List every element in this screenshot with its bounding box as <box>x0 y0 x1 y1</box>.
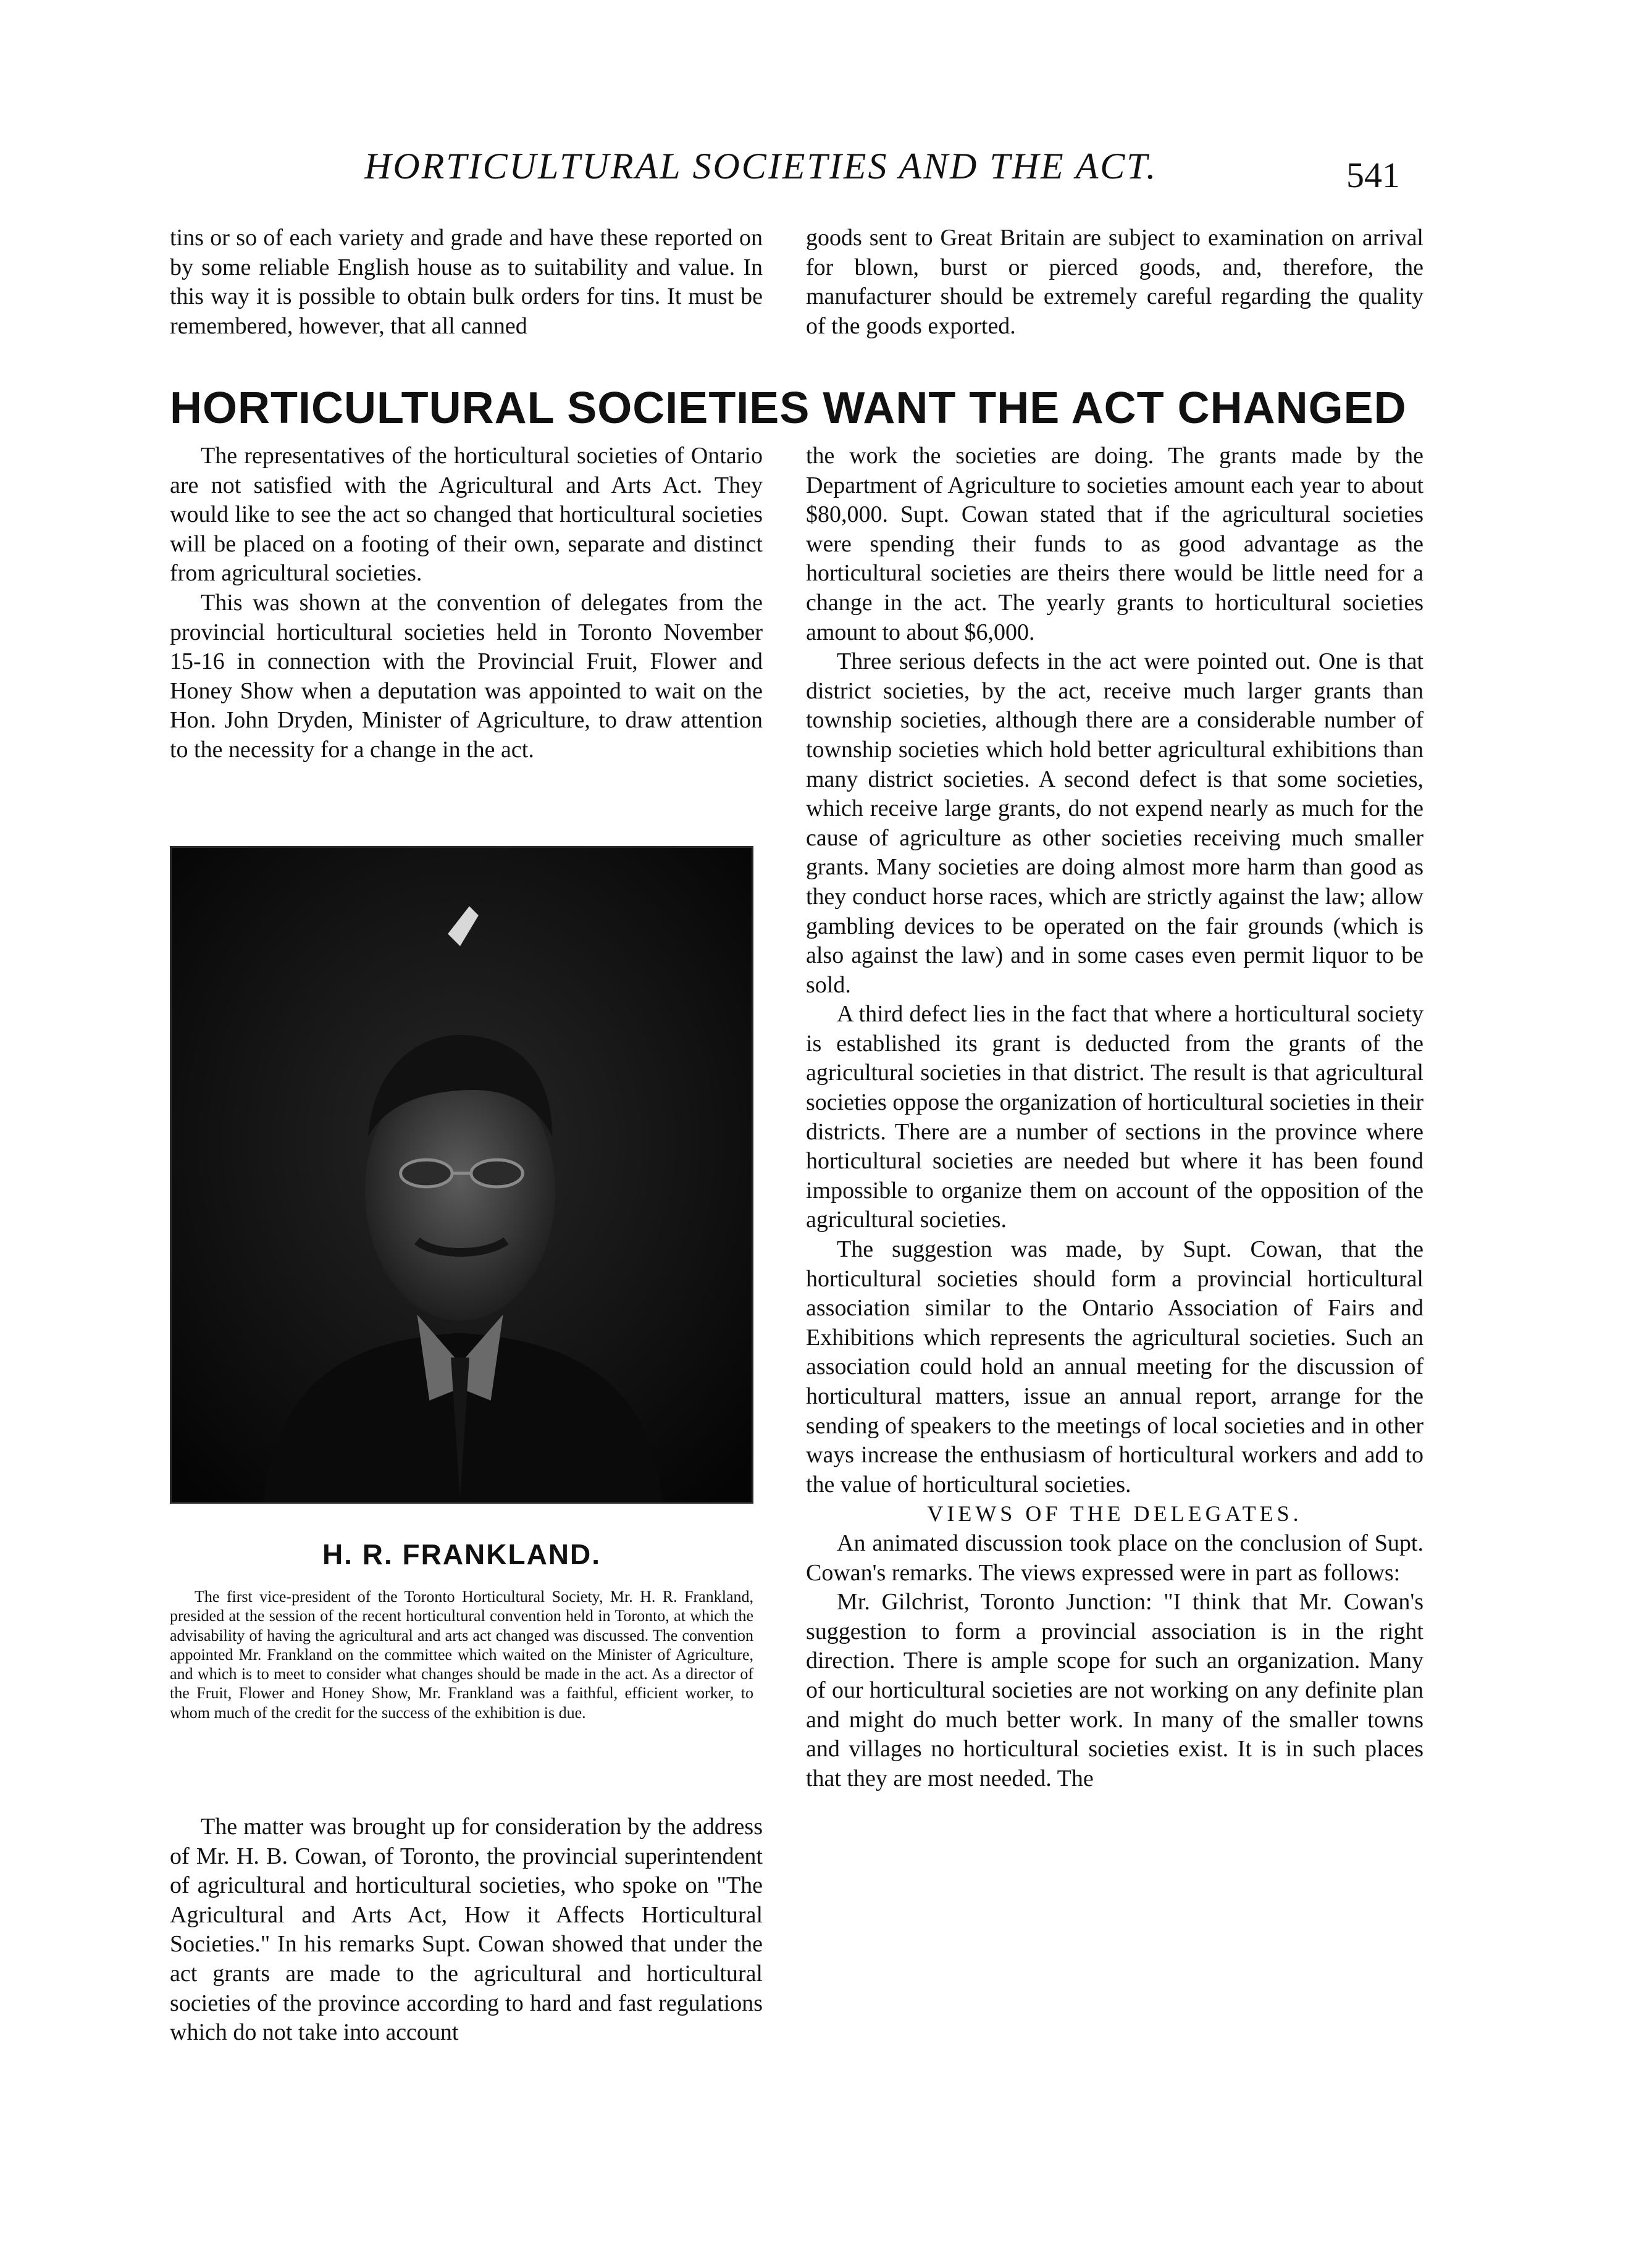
caption-paragraph: The first vice-president of the Toronto Horticultural Society, Mr. H. R. Frankland, presided at the session of the recent horticultural convention held in Toronto, at which the advisability of having the agricultural and arts act changed was discussed. The convention appointed Mr. Frankland on the committee which waited on the Minister of Agriculture, and which is to meet to consider what changes should be made in the act. As a director of the Fruit, Flower and Honey Show, Mr. Frankland was a faithful, efficient worker, to whom much of the credit for the success of the exhibition is due. <box>170 1588 753 1722</box>
top-right-paragraph <box>806 224 1423 341</box>
page-number: 541 <box>1346 155 1400 195</box>
paragraph: Three serious defects in the act were pointed out. One is that district societies, by the act, receive much larger grants than township societies, although there are a considerable number of township societies which hold better agricultural exhibitions than many district societies. A second defect is that some societies, which receive large grants, do not expend nearly as much for the cause of agriculture as other societies receiving much smaller grants. Many societies are doing almost more harm than good as they conduct horse races, which are strictly against the law; allow gambling devices to be operated on the fair grounds (which is also against the law) and in some cases even permit liquor to be sold. <box>806 648 1423 998</box>
headline: HORTICULTURAL SOCIETIES WANT THE ACT CHANGED <box>170 383 1407 433</box>
paragraph: The matter was brought up for consideration by the address of Mr. H. B. Cowan, of Toronto, the provincial superintendent of agricultural and horticultural societies, who spoke on "The Agricultural and Arts Act, How it Affects Horticultural Societies." In his remarks Supt. Cowan showed that under the act grants are made to the agricultural and horticultural societies of the province according to hard and fast regulations which do not take into account <box>170 1814 763 2046</box>
paragraph: This was shown at the convention of delegates from the provincial horticultural societies held in Toronto November 15-16 in connection with the Provincial Fruit, Flower and Honey Show when a deputation was appointed to wait on the Hon. John Dryden, Minister of Agriculture, to draw attention to the necessity for a change in the act. <box>170 589 763 763</box>
photo-caption <box>170 1587 753 1722</box>
paragraph: A third defect lies in the fact that where a horticultural society is established its grant is deducted from the grants of the agricultural societies in that district. The result is that agricultural societies oppose the organization of horticultural societies in their districts. There are a number of sections in the province where horticultural societies are needed but where it has been found impossible to organize them on account of the opposition of the agricultural societies. <box>806 1001 1423 1233</box>
paragraph: The representatives of the horticultural societies of Ontario are not satisfied with the Agricultural and Arts Act. They would like to see the act so changed that horticultural societies will be placed on a footing of their own, separate and distinct from agricultural societies. <box>170 443 763 587</box>
portrait-illustration <box>172 848 752 1502</box>
photo-caption-name: H. R. FRANKLAND. <box>322 1538 602 1570</box>
paragraph: The suggestion was made, by Supt. Cowan, that the horticultural societies should form a provincial horticultural association similar to the Ontario Association of Fairs and Exhibitions which represents the agricultural societies. Such an association could hold an annual meeting for the discussion of horticultural matters, issue an annual report, arrange for the sending of speakers to the meetings of local societies and in other ways increase the enthusiasm of horticultural workers and add to the value of horticultural societies. <box>806 1236 1423 1498</box>
right-column <box>806 442 1423 1793</box>
running-head: HORTICULTURAL SOCIETIES AND THE ACT. <box>364 146 1158 186</box>
paragraph: Mr. Gilchrist, Toronto Junction: "I think that Mr. Cowan's suggestion to form a provincial association is in the right direction. There is ample scope for such an organization. Many of our horticultural societies are not working on any definite plan and might do much better work. In many of the smaller towns and villages no horticultural societies exist. It is in such places that they are most needed. The <box>806 1589 1423 1791</box>
paragraph: goods sent to Great Britain are subject to examination on arrival for blown, burst or pierced goods, and, therefore, the manufacturer should be extremely careful regarding the quality of the goods exported. <box>806 225 1423 339</box>
left-column-upper <box>170 442 763 765</box>
top-left-paragraph <box>170 224 763 341</box>
paragraph: the work the societies are doing. The grants made by the Department of Agriculture to societies amount each year to about $80,000. Supt. Cowan stated that if the agricultural societies were spending their funds to as good advantage as the horticultural societies are theirs there would be little need for a change in the act. The yearly grants to horticultural societies amount to about $6,000. <box>806 443 1423 645</box>
portrait-photo <box>170 846 753 1504</box>
left-column-lower <box>170 1812 763 2048</box>
paragraph: tins or so of each variety and grade and have these reported on by some reliable English house as to suitability and value. In this way it is possible to obtain bulk orders for tins. It must be remembered, however, that all canned <box>170 225 763 339</box>
paragraph: An animated discussion took place on the conclusion of Supt. Cowan's remarks. The views expressed were in part as follows: <box>806 1530 1423 1586</box>
section-subhead: VIEWS OF THE DELEGATES. <box>927 1501 1302 1527</box>
